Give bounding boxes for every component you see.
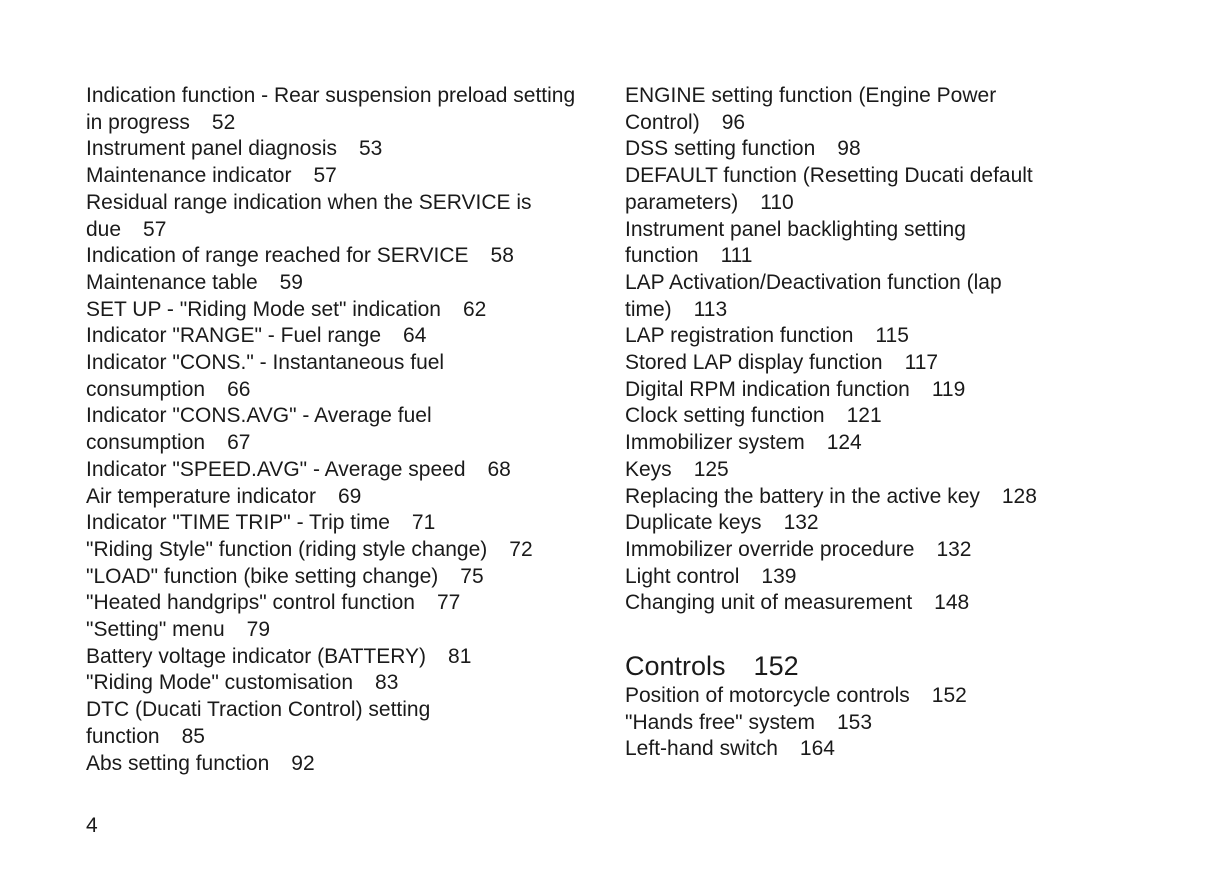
toc-entry-text: "Riding Style" function (riding style change)	[86, 537, 488, 561]
toc-entry[interactable]	[625, 537, 1095, 564]
section-spacer	[625, 617, 1095, 649]
toc-entry-text: Keys	[625, 457, 672, 481]
toc-entry[interactable]	[86, 190, 606, 217]
toc-entry-text: Immobilizer override procedure	[625, 537, 915, 561]
toc-entry-text: Battery voltage indicator (BATTERY)	[86, 644, 427, 668]
toc-entry-text: Indicator "TIME TRIP" - Trip time	[86, 511, 390, 535]
toc-entry-text: "Riding Mode" customisation	[86, 671, 354, 695]
section-page: 152	[753, 651, 799, 682]
toc-entry-text: Instrument panel backlighting setting	[625, 217, 966, 241]
toc-entry-text: Indicator "CONS." - Instantaneous fuel	[86, 351, 445, 375]
toc-entry-page: 115	[875, 324, 909, 348]
toc-entry[interactable]	[86, 243, 606, 270]
section-title: Controls	[625, 651, 726, 682]
toc-entry-page: 119	[931, 377, 966, 401]
toc-entry[interactable]	[625, 403, 1095, 430]
toc-entry-text: DTC (Ducati Traction Control) setting	[86, 698, 431, 722]
toc-entry-page: 164	[799, 737, 835, 761]
toc-entry-text: Residual range indication when the SERVICE is	[86, 190, 532, 214]
toc-entry-text: Immobilizer system	[625, 431, 805, 455]
toc-entry-page: 83	[375, 671, 399, 695]
toc-entry-page: 110	[760, 190, 794, 214]
toc-entry-page: 117	[904, 351, 939, 375]
toc-entry[interactable]	[86, 270, 606, 297]
toc-entry-text: consumption	[86, 431, 206, 455]
toc-entry-text: DEFAULT function (Resetting Ducati default	[625, 164, 1033, 188]
toc-entry[interactable]	[625, 350, 1095, 377]
toc-entry-page: 75	[460, 564, 484, 588]
toc-entry-text: Indication function - Rear suspension preload setting	[86, 84, 576, 107]
toc-entry-text: time)	[625, 297, 672, 321]
toc-entry-text: SET UP - "Riding Mode set" indication	[86, 297, 441, 321]
toc-entry[interactable]	[86, 537, 606, 564]
toc-entry-text: Light control	[625, 564, 740, 588]
toc-entry-page: 77	[436, 591, 461, 615]
toc-entry-page: 121	[846, 404, 882, 428]
toc-entry-text: Duplicate keys	[625, 511, 762, 535]
toc-entry[interactable]	[625, 270, 1095, 297]
toc-entry-page: 67	[227, 431, 251, 455]
toc-entry[interactable]	[86, 323, 606, 350]
toc-entry[interactable]	[625, 683, 1095, 710]
toc-entry[interactable]	[86, 430, 606, 457]
toc-entry[interactable]	[625, 377, 1095, 404]
toc-entry[interactable]	[86, 644, 606, 671]
toc-entry-text: "Hands free" system	[625, 710, 815, 734]
toc-left-column	[86, 83, 606, 777]
toc-entry-text: ENGINE setting function (Engine Power	[625, 84, 997, 107]
toc-entry[interactable]	[625, 430, 1095, 457]
toc-entry-text: Indicator "RANGE" - Fuel range	[86, 324, 382, 348]
toc-entry-text: Replacing the battery in the active key	[625, 484, 980, 508]
toc-entry-text: Digital RPM indication function	[625, 377, 910, 401]
toc-entry-text: Maintenance table	[86, 270, 258, 294]
toc-entry-page: 132	[936, 537, 972, 561]
toc-entry-page: 64	[403, 324, 427, 348]
toc-entry-page: 132	[783, 511, 819, 535]
toc-entry-page: 153	[836, 710, 873, 734]
toc-entry[interactable]	[86, 403, 606, 430]
toc-entry-text: DSS setting function	[625, 137, 816, 161]
toc-entry-page: 124	[826, 431, 862, 455]
toc-entry[interactable]	[625, 736, 1095, 763]
toc-entry-page: 98	[837, 137, 861, 161]
toc-entry-text: Maintenance indicator	[86, 164, 292, 188]
toc-entry-page: 53	[359, 137, 383, 161]
toc-entry[interactable]	[86, 724, 606, 751]
toc-entry-page: 71	[411, 511, 436, 535]
toc-entry-page: 81	[448, 644, 472, 668]
toc-entry-text: Control)	[625, 110, 700, 134]
toc-entry-text: "LOAD" function (bike setting change)	[86, 564, 439, 588]
toc-entry-page: 57	[313, 164, 337, 188]
toc-entry-page: 111	[720, 244, 753, 268]
toc-entry-page: 62	[462, 297, 487, 321]
toc-entry-page: 52	[211, 110, 236, 134]
toc-entry-text: Indicator "SPEED.AVG" - Average speed	[86, 457, 466, 481]
toc-entry-text: consumption	[86, 377, 206, 401]
toc-entry[interactable]	[625, 110, 1095, 137]
toc-entry[interactable]	[86, 484, 606, 511]
toc-entry-page: 66	[227, 377, 251, 401]
toc-entry[interactable]	[625, 323, 1095, 350]
toc-entry[interactable]	[625, 163, 1095, 190]
toc-entry[interactable]	[625, 217, 1095, 244]
toc-entry[interactable]	[86, 564, 606, 591]
toc-entry[interactable]	[86, 136, 606, 163]
toc-entry-page: 59	[279, 270, 303, 294]
toc-entry[interactable]	[86, 670, 606, 697]
toc-entry[interactable]	[625, 243, 1095, 270]
toc-entry-page: 152	[931, 684, 967, 708]
toc-entry[interactable]	[625, 457, 1095, 484]
toc-entry-page: 92	[291, 751, 315, 775]
toc-entry-text: parameters)	[625, 190, 739, 214]
toc-entry-text: Changing unit of measurement	[625, 591, 913, 615]
toc-entry-text: Clock setting function	[625, 404, 825, 428]
toc-entry-page: 85	[181, 724, 205, 748]
toc-entry[interactable]	[625, 510, 1095, 537]
toc-entry-text: "Heated handgrips" control function	[86, 591, 415, 615]
toc-entry-text: due	[86, 217, 122, 241]
toc-entry-text: Abs setting function	[86, 751, 270, 775]
toc-right-column	[625, 83, 1095, 763]
toc-entry[interactable]	[86, 163, 606, 190]
toc-entry-page: 72	[509, 537, 533, 561]
toc-entry[interactable]	[86, 110, 606, 137]
toc-entry[interactable]	[625, 136, 1095, 163]
toc-entry-text: Indicator "CONS.AVG" - Average fuel	[86, 404, 432, 428]
toc-entry-text: in progress	[86, 110, 190, 134]
toc-entry-page: 96	[721, 110, 746, 134]
toc-entry-page: 68	[487, 457, 511, 481]
toc-entry-text: Left-hand switch	[625, 737, 778, 761]
toc-entry[interactable]	[625, 484, 1095, 511]
toc-entry[interactable]	[86, 297, 606, 324]
toc-entry-text: "Setting" menu	[86, 618, 225, 642]
toc-entry[interactable]	[625, 83, 1095, 110]
toc-entry[interactable]	[86, 510, 606, 537]
toc-entry-text: LAP registration function	[625, 324, 854, 348]
toc-entry-text: Instrument panel diagnosis	[86, 137, 337, 161]
toc-entry-page: 125	[693, 457, 729, 481]
toc-entry-text: function	[625, 244, 699, 268]
toc-entry[interactable]	[86, 217, 606, 244]
toc-entry-page: 79	[246, 618, 271, 642]
toc-entry[interactable]	[86, 457, 606, 484]
toc-entry-page: 69	[337, 484, 362, 508]
section-heading-controls[interactable]	[625, 649, 1095, 683]
toc-entry[interactable]	[625, 297, 1095, 324]
toc-entry[interactable]	[86, 590, 606, 617]
toc-entry-page: 128	[1001, 484, 1037, 508]
toc-entry[interactable]	[625, 190, 1095, 217]
toc-entry[interactable]	[86, 697, 606, 724]
toc-entry[interactable]	[625, 590, 1095, 617]
toc-entry[interactable]	[86, 350, 606, 377]
toc-entry-text: Position of motorcycle controls	[625, 684, 910, 708]
toc-entry[interactable]	[86, 83, 606, 110]
toc-entry[interactable]	[86, 617, 606, 644]
toc-entry-text: Stored LAP display function	[625, 351, 883, 375]
toc-entry[interactable]	[86, 751, 606, 778]
toc-entry[interactable]	[625, 710, 1095, 737]
toc-entry-text: Air temperature indicator	[86, 484, 316, 508]
toc-entry-page: 139	[761, 564, 797, 588]
toc-entry-text: function	[86, 724, 160, 748]
toc-entry[interactable]	[86, 377, 606, 404]
toc-entry[interactable]	[625, 564, 1095, 591]
toc-entry-page: 113	[693, 297, 728, 321]
toc-entry-page: 57	[143, 217, 167, 241]
page-number: 4	[86, 814, 98, 837]
toc-entry-text: LAP Activation/Deactivation function (lap	[625, 270, 1002, 294]
toc-entry-page: 58	[490, 244, 514, 268]
toc-entry-text: Indication of range reached for SERVICE	[86, 244, 469, 268]
toc-entry-page: 148	[934, 591, 970, 615]
